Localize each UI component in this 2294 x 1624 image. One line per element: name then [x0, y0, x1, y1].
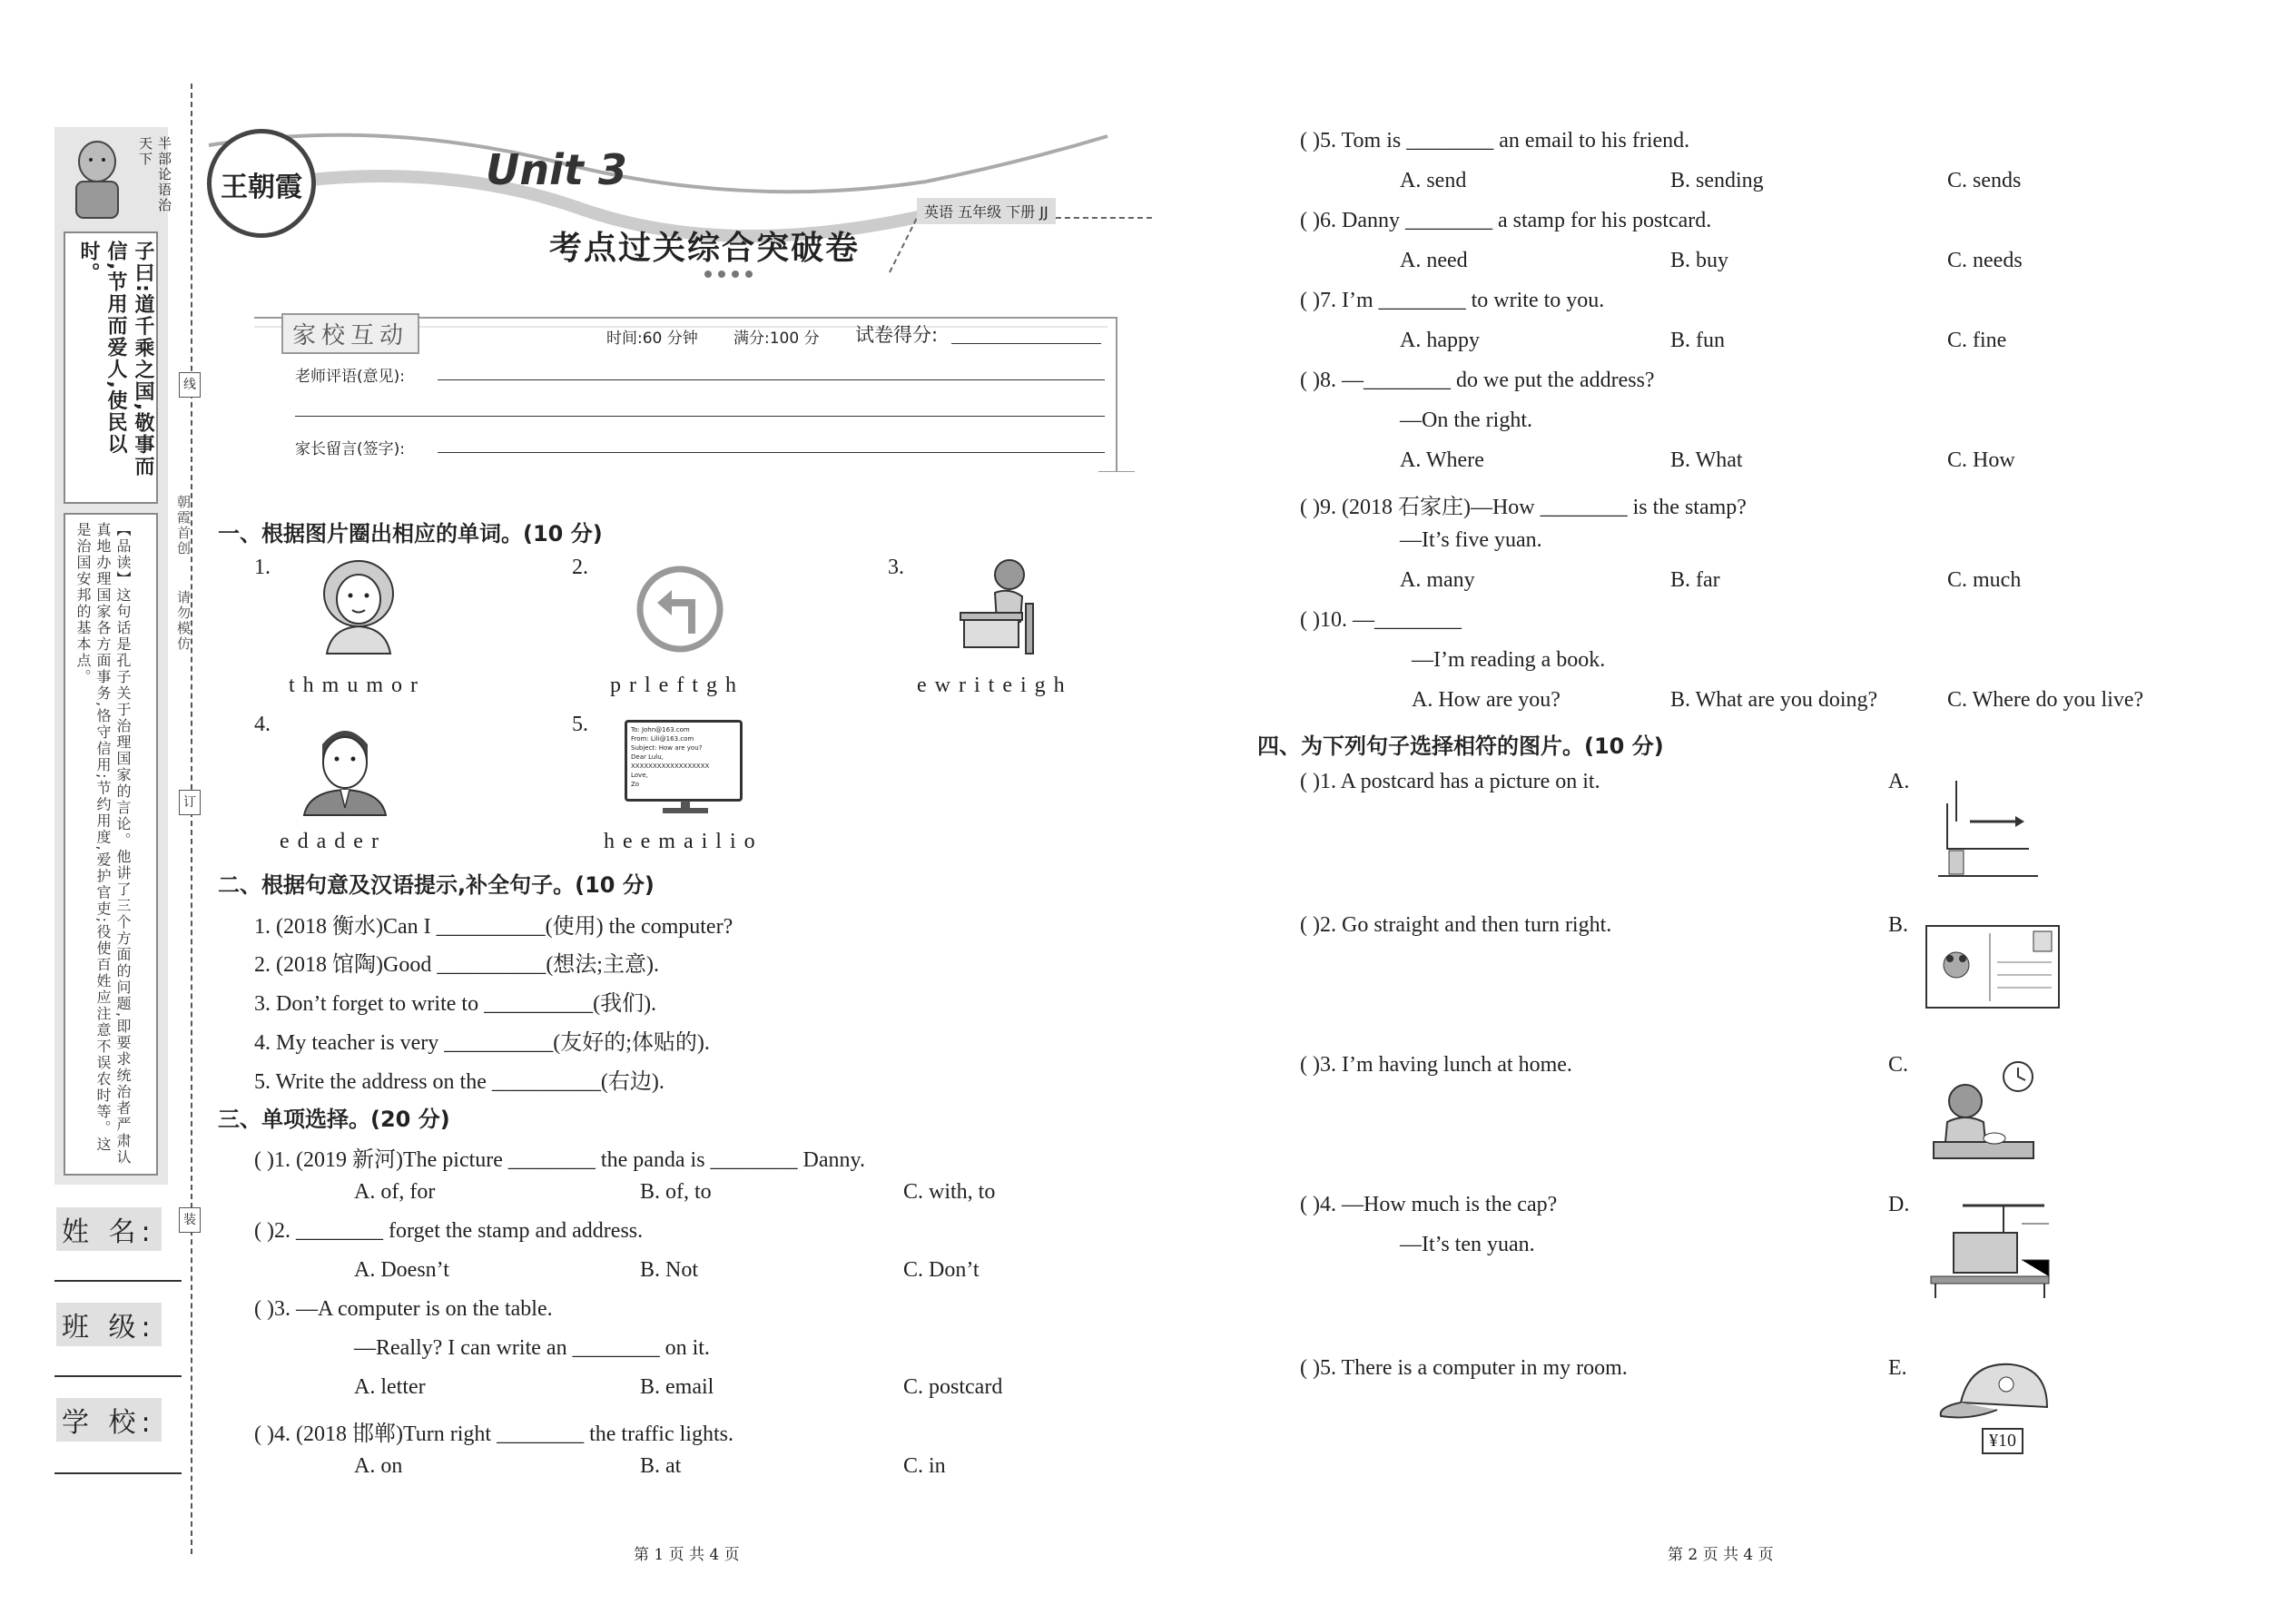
s1-letters-3[interactable]: ewriteigh [917, 674, 1073, 697]
turn-left-sign-icon [635, 565, 724, 654]
s3-q10-opt-c[interactable]: C. Where do you live? [1947, 688, 2144, 712]
mascot-figure-icon [56, 134, 138, 225]
s3-q1-opt-a[interactable]: A. of, for [354, 1180, 436, 1204]
s1-num-5: 5. [572, 713, 588, 736]
grade-meta: 英语 五年级 下册 JJ [917, 198, 1056, 224]
s3-q2: ( )2. ________ forget the stamp and address. [254, 1219, 644, 1243]
s1-letters-4[interactable]: edader [280, 830, 387, 853]
s3-q5-opt-b[interactable]: B. sending [1670, 169, 1764, 192]
s4-q1: ( )1. A postcard has a picture on it. [1300, 770, 1600, 793]
section2-title: 二、根据句意及汉语提示,补全句子。(10 分) [218, 872, 655, 898]
s3-q8-opt-c[interactable]: C. How [1947, 448, 2015, 472]
s3-q3-opt-c[interactable]: C. postcard [903, 1375, 1003, 1399]
section3-title: 三、单项选择。(20 分) [218, 1107, 450, 1132]
email-screen-picture [625, 720, 743, 802]
s3-q10-opt-a[interactable]: A. How are you? [1412, 688, 1561, 712]
s4-q3: ( )3. I’m having lunch at home. [1300, 1053, 1572, 1077]
s3-q4: ( )4. (2018 邯郸)Turn right ________ the traffic lights. [254, 1422, 733, 1446]
email-line-7: Zo [631, 781, 640, 788]
s2-item-3: 3. Don’t forget to write to __________(我们). [254, 992, 657, 1016]
name-field[interactable] [54, 1280, 182, 1282]
class-label: 班 级: [56, 1303, 162, 1346]
s3-q5-opt-a[interactable]: A. send [1400, 169, 1467, 192]
full-score-label: 满分:100 分 [733, 330, 820, 348]
s1-letters-1[interactable]: thmumor [289, 674, 426, 697]
cut-mark-3: 装 [179, 1207, 201, 1233]
mother-picture-icon [313, 556, 404, 655]
s2-item-2: 2. (2018 馆陶)Good __________(想法;主意). [254, 953, 659, 977]
s3-q7: ( )7. I’m ________ to write to you. [1300, 289, 1605, 312]
s3-q6: ( )6. Danny ________ a stamp for his postcard. [1300, 209, 1712, 232]
s3-q6-opt-b[interactable]: B. buy [1670, 249, 1729, 272]
s3-q8-opt-a[interactable]: A. Where [1400, 448, 1484, 472]
s3-q10: ( )10. —________ [1300, 608, 1462, 632]
postcard-picture-icon [1925, 924, 2061, 1010]
s3-q7-opt-c[interactable]: C. fine [1947, 329, 2007, 352]
email-line-1: To: John@163.com [631, 726, 690, 733]
cut-mark-1: 线 [179, 372, 201, 398]
s3-q3-opt-b[interactable]: B. email [640, 1375, 714, 1399]
email-line-3: Subject: How are you? [631, 744, 703, 752]
s1-letters-5[interactable]: heemailio [604, 830, 763, 853]
score-got-label: 试卷得分: [855, 324, 939, 346]
s4-q2: ( )2. Go straight and then turn right. [1300, 913, 1612, 937]
father-picture-icon [295, 717, 395, 817]
name-label: 姓 名: [56, 1207, 162, 1251]
s2-item-4: 4. My teacher is very __________(友好的;体贴的). [254, 1031, 710, 1055]
boy-writing-picture-icon [955, 549, 1046, 663]
s3-q9-opt-c[interactable]: C. much [1947, 568, 2022, 592]
s4-label-d: D. [1888, 1193, 1910, 1216]
teacher-comment-field-2[interactable] [295, 416, 1105, 417]
s3-q7-opt-b[interactable]: B. fun [1670, 329, 1725, 352]
s3-q3: ( )3. —A computer is on the table. [254, 1297, 553, 1321]
unit-title: Unit 3 [486, 145, 627, 194]
confucius-quote: 子曰:道千乘之国,敬事而信,节用而爱人,使民以时。 [77, 241, 154, 478]
side-note-1: 朝霞首创 [175, 495, 192, 556]
s1-num-1: 1. [254, 556, 271, 579]
teacher-comment-field-1[interactable] [438, 379, 1105, 380]
s2-item-5: 5. Write the address on the __________(右边). [254, 1070, 665, 1094]
s3-q10-opt-b[interactable]: B. What are you doing? [1670, 688, 1878, 712]
cut-mark-2: 订 [179, 790, 201, 815]
quote-box [64, 231, 158, 504]
school-label: 学 校: [56, 1398, 162, 1442]
s3-q9-line2: —It’s five yuan. [1400, 528, 1542, 552]
s3-q4-opt-c[interactable]: C. in [903, 1454, 946, 1478]
page-footer-2: 第 2 页 共 4 页 [1668, 1546, 1774, 1564]
section4-title: 四、为下列句子选择相符的图片。(10 分) [1257, 733, 1664, 759]
section1-title: 一、根据图片圈出相应的单词。(10 分) [218, 521, 603, 546]
side-note-2: 请勿模仿 [175, 590, 192, 652]
s3-q2-opt-c[interactable]: C. Don’t [903, 1258, 980, 1282]
s3-q9-opt-a[interactable]: A. many [1400, 568, 1475, 592]
email-line-5: XXXXXXXXXXXXXXXXXX [631, 763, 710, 770]
email-line-2: From: Lili@163.com [631, 735, 694, 743]
s3-q2-opt-b[interactable]: B. Not [640, 1258, 699, 1282]
s3-q6-opt-c[interactable]: C. needs [1947, 249, 2023, 272]
s3-q3-opt-a[interactable]: A. letter [354, 1375, 426, 1399]
s3-q3-line2: —Really? I can write an ________ on it. [354, 1336, 710, 1360]
s3-q4-opt-a[interactable]: A. on [354, 1454, 403, 1478]
family-interaction-tag: 家校互动 [281, 313, 419, 354]
s1-letters-2[interactable]: prleftgh [610, 674, 744, 697]
s1-num-3: 3. [888, 556, 904, 579]
monitor-stand-icon [654, 801, 717, 819]
s4-label-c: C. [1888, 1053, 1909, 1077]
s1-num-4: 4. [254, 713, 271, 736]
exam-title: 考点过关综合突破卷 [549, 230, 861, 267]
parent-message-field[interactable] [438, 452, 1105, 453]
time-label: 时间:60 分钟 [606, 330, 698, 348]
price-tag: ¥10 [1982, 1428, 2023, 1454]
page-footer-1: 第 1 页 共 4 页 [634, 1546, 740, 1564]
s3-q5: ( )5. Tom is ________ an email to his friend. [1300, 129, 1690, 153]
email-line-4: Dear Lulu, [631, 753, 664, 761]
parent-message-label: 家长留言(签字): [295, 440, 405, 458]
cap-picture-icon [1934, 1357, 2052, 1425]
s3-q5-opt-c[interactable]: C. sends [1947, 169, 2022, 192]
s3-q1: ( )1. (2019 新河)The picture ________ the panda is ________ Danny. [254, 1148, 865, 1172]
teacher-comment-label: 老师评语(意见): [295, 368, 405, 386]
s3-q2-opt-a[interactable]: A. Doesn’t [354, 1258, 449, 1282]
s1-num-2: 2. [572, 556, 588, 579]
s3-q6-opt-a[interactable]: A. need [1400, 249, 1468, 272]
school-field[interactable] [54, 1472, 182, 1474]
comment-box [64, 513, 158, 1176]
s3-q4-opt-b[interactable]: B. at [640, 1454, 682, 1478]
email-line-6: Love, [631, 772, 648, 779]
girl-eating-lunch-icon [1929, 1060, 2038, 1165]
s4-q5: ( )5. There is a computer in my room. [1300, 1356, 1628, 1380]
class-field[interactable] [54, 1375, 182, 1377]
s4-q4-line2: —It’s ten yuan. [1400, 1233, 1535, 1256]
s3-q1-opt-b[interactable]: B. of, to [640, 1180, 712, 1204]
s4-label-a: A. [1888, 770, 1910, 793]
s3-q9: ( )9. (2018 石家庄)—How ________ is the stamp? [1300, 496, 1747, 519]
brand-motto: 半部论语治天下 [137, 136, 172, 213]
brand-logo [207, 129, 316, 238]
score-field[interactable] [951, 343, 1101, 344]
brand-logo-text: 王朝霞 [221, 172, 302, 203]
s3-q1-opt-c[interactable]: C. with, to [903, 1180, 996, 1204]
computer-room-picture-icon [1926, 1196, 2053, 1301]
s4-label-b: B. [1888, 913, 1909, 937]
s2-item-1: 1. (2018 衡水)Can I __________(使用) the computer? [254, 915, 733, 939]
s3-q8: ( )8. —________ do we put the address? [1300, 369, 1655, 392]
s3-q8-line2: —On the right. [1400, 408, 1532, 432]
s3-q8-opt-b[interactable]: B. What [1670, 448, 1743, 472]
s4-label-e: E. [1888, 1356, 1907, 1380]
directions-map-icon [1929, 776, 2038, 881]
s3-q9-opt-b[interactable]: B. far [1670, 568, 1720, 592]
s4-q4: ( )4. —How much is the cap? [1300, 1193, 1558, 1216]
quote-commentary: 【品读】这句话是孔子关于治理国家的言论。他讲了三个方面的问题,即要求统治者严肃认真地办理国家各方面事务,恪守信用;节约用度,爱护官吏;役使百姓应注意不误农时等。这是治国安邦的基本点。 [74, 522, 132, 1166]
s3-q10-line2: —I’m reading a book. [1412, 648, 1606, 672]
cut-line [191, 84, 192, 1554]
s3-q7-opt-a[interactable]: A. happy [1400, 329, 1480, 352]
